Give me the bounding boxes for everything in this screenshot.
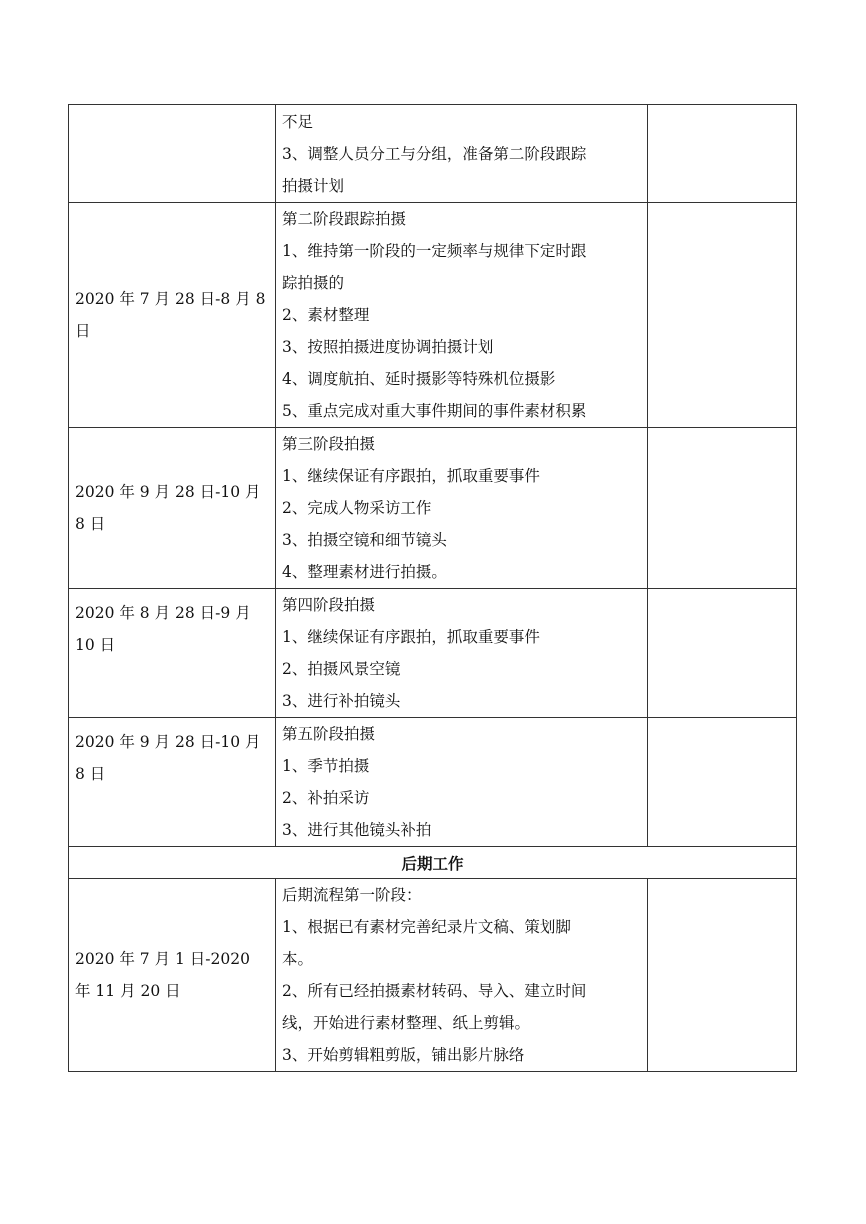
content-cell <box>276 203 648 428</box>
date-cell: 2020 年 9 月 28 日-10 月 8 日 <box>69 718 276 847</box>
date-cell: 2020 年 7 月 28 日-8 月 8 日 <box>69 203 276 428</box>
content-line: 2、补拍采访 <box>282 789 370 807</box>
date-cell: 2020 年 9 月 28 日-10 月 8 日 <box>69 428 276 589</box>
table-row <box>69 203 797 428</box>
content-line: 4、调度航拍、延时摄影等特殊机位摄影 <box>282 370 556 388</box>
note-cell <box>648 879 797 1072</box>
content-line: 3、按照拍摄进度协调拍摄计划 <box>282 338 494 356</box>
table-row <box>69 718 797 847</box>
content-line: 3、调整人员分工与分组，准备第二阶段跟踪 <box>282 144 587 163</box>
content-cell <box>276 589 648 718</box>
date-cell: 2020 年 8 月 28 日-9 月 10 日 <box>69 589 276 718</box>
date-cell: 2020 年 7 月 1 日-2020 年 11 月 20 日 <box>69 879 276 1072</box>
content-line: 第五阶段拍摄 <box>282 725 376 743</box>
table-row <box>69 428 797 589</box>
content-cell <box>276 718 648 847</box>
note-cell <box>648 105 797 203</box>
schedule-table-body <box>69 105 797 1072</box>
content-line: 不足 <box>282 112 314 131</box>
schedule-table <box>68 104 797 1072</box>
table-row <box>69 879 797 1072</box>
section-header-row <box>69 847 797 879</box>
content-line: 后期流程第一阶段： <box>282 886 422 904</box>
table-row <box>69 105 797 203</box>
content-line: 第三阶段拍摄 <box>282 435 376 453</box>
content-line: 踪拍摄的 <box>282 274 345 292</box>
content-line: 5、重点完成对重大事件期间的事件素材积累 <box>282 402 587 420</box>
content-line: 4、整理素材进行拍摄。 <box>282 563 447 581</box>
content-cell <box>276 105 648 203</box>
content-line: 3、开始剪辑粗剪版，铺出影片脉络 <box>282 1046 525 1064</box>
content-line: 线，开始进行素材整理、纸上剪辑。 <box>282 1014 531 1032</box>
content-line: 1、继续保证有序跟拍，抓取重要事件 <box>282 467 540 485</box>
note-cell <box>648 203 797 428</box>
content-line: 2、完成人物采访工作 <box>282 499 432 517</box>
content-line: 2、拍摄风景空镜 <box>282 660 401 678</box>
content-line: 第二阶段跟踪拍摄 <box>282 210 407 228</box>
content-line: 2、所有已经拍摄素材转码、导入、建立时间 <box>282 982 587 1000</box>
content-line: 1、根据已有素材完善纪录片文稿、策划脚 <box>282 918 571 936</box>
content-line: 3、进行其他镜头补拍 <box>282 821 432 839</box>
content-line: 第四阶段拍摄 <box>282 596 376 614</box>
content-cell <box>276 879 648 1072</box>
content-line: 本。 <box>282 950 314 968</box>
table-row <box>69 589 797 718</box>
content-line: 拍摄计划 <box>282 176 345 195</box>
date-cell <box>69 105 276 203</box>
content-line: 2、素材整理 <box>282 306 370 324</box>
content-line: 1、继续保证有序跟拍，抓取重要事件 <box>282 628 540 646</box>
content-line: 3、进行补拍镜头 <box>282 692 401 710</box>
note-cell <box>648 428 797 589</box>
content-line: 1、季节拍摄 <box>282 757 370 775</box>
content-line: 3、拍摄空镜和细节镜头 <box>282 531 447 549</box>
section-title: 后期工作 <box>69 847 797 879</box>
note-cell <box>648 589 797 718</box>
note-cell <box>648 718 797 847</box>
content-cell <box>276 428 648 589</box>
content-line: 1、维持第一阶段的一定频率与规律下定时跟 <box>282 242 587 260</box>
